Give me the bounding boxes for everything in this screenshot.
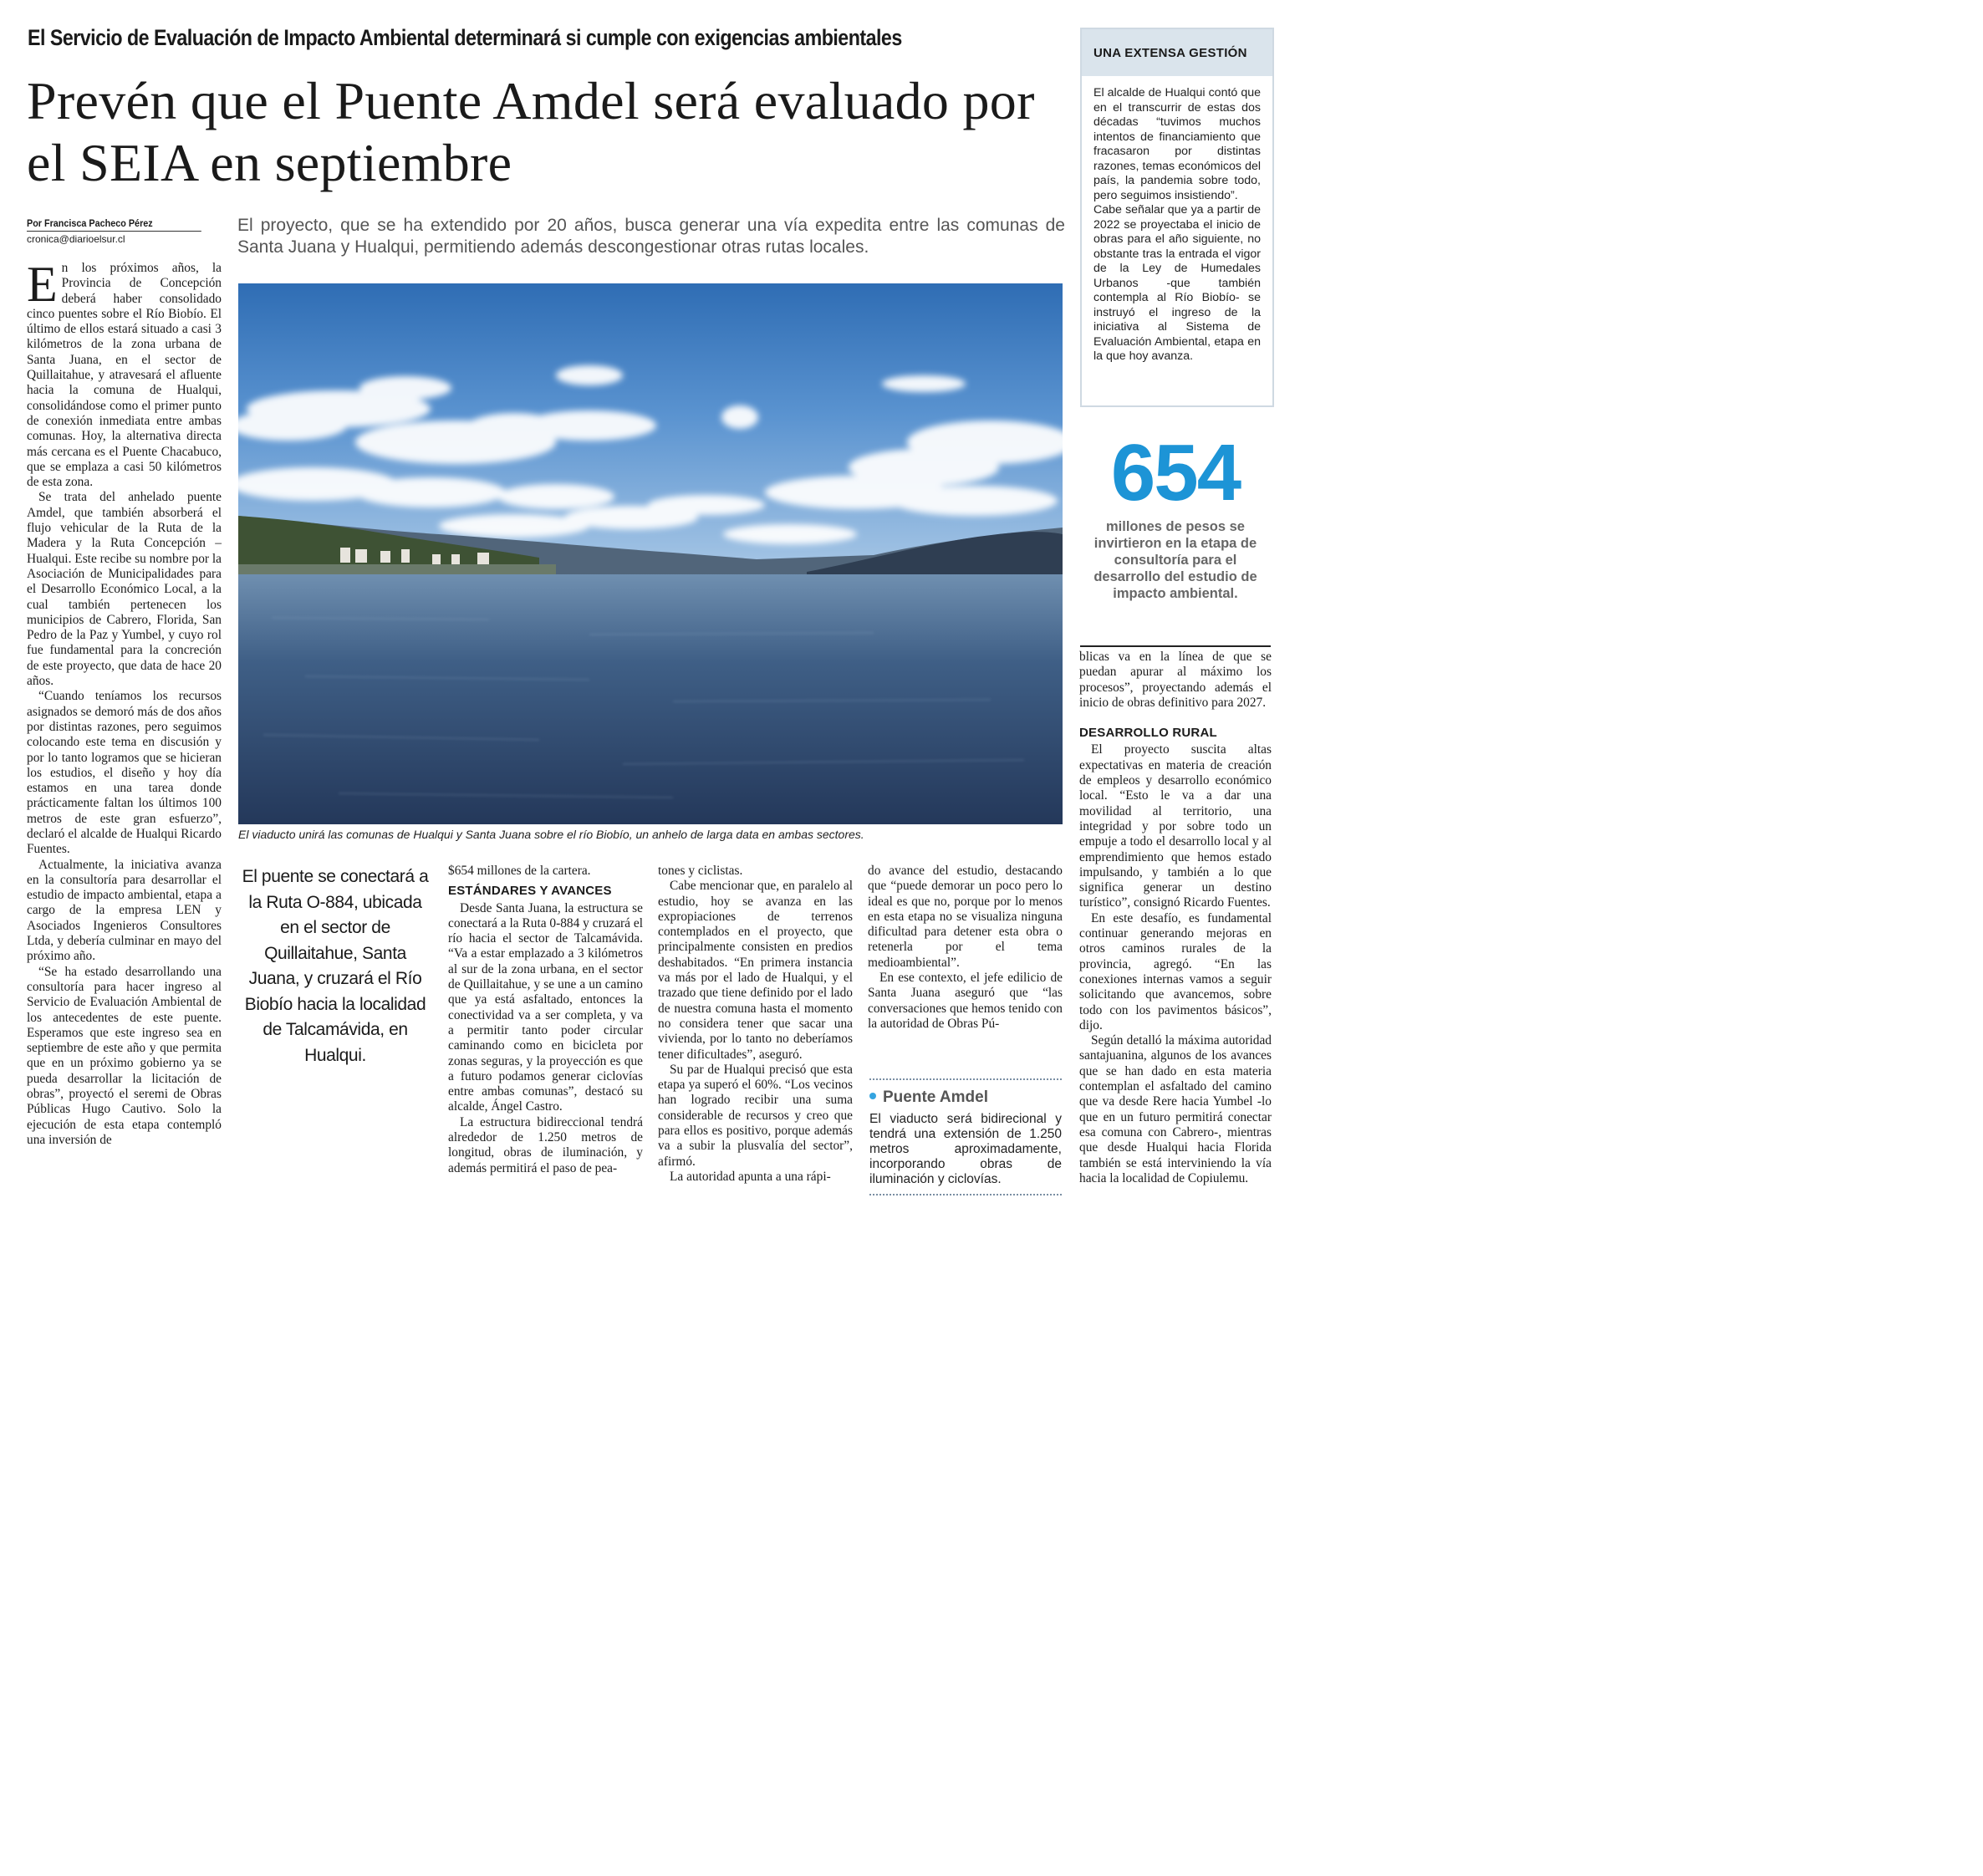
author-name: Por Francisca Pacheco Pérez xyxy=(27,216,201,232)
article-column-5 xyxy=(868,864,1063,1032)
paragraph: “Se ha estado desarrollando una consultoría para hacer ingreso al Servicio de Evaluación Ambiental de los antecedentes de este puente. Esperamos que este ingreso sea en septiembre de este año y que permita que en un próximo gobierno ya se pueda desarrollar la licitación de obras”, proyectó el seremi de Obras Públicas Hugo Cautivo. Solo la ejecución de esta etapa contempló una inversión de xyxy=(27,964,222,1147)
paragraph: Actualmente, la iniciativa avanza en la consultoría para desarrollar el estudio de impacto ambiental, etapa a cargo de la empresa LEN y Asociados Ingenieros Consultores Ltda, y debería culminar en mayo del próximo año. xyxy=(27,857,222,964)
paragraph: Cabe mencionar que, en paralelo al estudio, hoy se avanza en las expropiaciones de terrenos contemplados en el proyecto, que principalmente consisten en predios deshabitados. “En primera instancia va más por el lado de Hualqui, y el trazado que tiene definido por el lado de nuestra comuna hasta el momento no considera tener que sacar una vivienda, por lo tanto no deberíamos tener dificultades”, aseguró. xyxy=(658,879,853,1062)
pull-quote: El puente se conectará a la Ruta O-884, ubicada en el sector de Quillaitahue, Santa Juana, y cruzará el Río Biobío hacia la localidad de Talcamávida, en Hualqui. xyxy=(242,867,429,1065)
river-landscape-image xyxy=(238,283,1063,824)
stat-number: 654 xyxy=(1110,428,1241,517)
paragraph: En ese contexto, el jefe edilicio de Santa Juana aseguró que “las conversaciones que hemos tenido con la autoridad de Obras Pú- xyxy=(868,971,1063,1031)
paragraph: La autoridad apunta a una rápi- xyxy=(670,1169,831,1184)
fact-box xyxy=(869,1078,1062,1195)
article-column-6 xyxy=(1079,650,1272,1186)
fact-box-title: Puente Amdel xyxy=(869,1088,1062,1107)
kicker: El Servicio de Evaluación de Impacto Ambiental determinará si cumple con exigencias ambientales xyxy=(28,25,902,50)
sidebar-paragraph: Cabe señalar que ya a partir de 2022 se proyectaba el inicio de obras para el año siguiente, no obstante tras la entrada el vigor de la Ley de Humedales Urbanos -que también contempla al Río Biobío- se instruyó el ingreso de la iniciativa al Sistema de Evaluación Ambiental, etapa en la que hoy avanza. xyxy=(1093,203,1261,363)
headline: Prevén que el Puente Amdel será evaluado por el SEIA en septiembre xyxy=(27,71,1035,192)
deck: El proyecto, que se ha extendido por 20 años, busca generar una vía expedita entre las comunas de Santa Juana y Hualqui, permitiendo además descongestionar otras rutas locales. xyxy=(237,216,1065,257)
divider xyxy=(1080,645,1271,647)
bullet-dot-icon xyxy=(869,1093,876,1099)
article-column-4 xyxy=(658,864,853,1185)
paragraph: blicas va en la línea de que se puedan apurar al máximo los procesos”, proyectando además el inicio de obras definitivo para 2027. xyxy=(1079,650,1272,710)
dropcap: E xyxy=(27,257,58,312)
article-column-1 xyxy=(27,257,222,1148)
paragraph: Su par de Hualqui precisó que esta etapa ya superó el 60%. “Los vecinos han logrado recibir una suma considerable de recursos y creo que para ellos es positivo, porque además va a subir la plusvalía del sector”, afirmó. xyxy=(658,1062,853,1169)
stat-caption: millones de pesos se invirtieron en la etapa de consultoría para el desarrollo del estudio de impacto ambiental. xyxy=(1093,519,1257,601)
paragraph: Desde Santa Juana, la estructura se conectará a la Ruta 0-884 y cruzará el río hacia el sector de Talcamávida. “Va a estar emplazado a 3 kilómetros al sur de la zona urbana, en el sector de Quillaitahue, y se une a un camino que ya está asfaltado, entonces la conectividad va a ser completa, y va a permitir tanto poder circular caminando como en bicicleta por zonas seguras, y la proyección es que a futuro podamos generar ciclovías entre ambas comunas”, destacó su alcalde, Ángel Castro. xyxy=(448,900,643,1114)
paragraph: do avance del estudio, destacando que “puede demorar un poco pero lo ideal es que no, porque por lo menos en esta etapa no se visualiza ninguna dificultad para detener esta obra o retenerla por el tema medioambiental”. xyxy=(868,864,1063,970)
paragraph: Según detalló la máxima autoridad santajuanina, algunos de los avances que se han dado en esta materia contemplan el asfaltado del camino que va desde Rere hacia Yumbel -lo que en un futuro permitirá conectar esa comuna con Cabrero-, mientras que desde Hualqui hacia Florida también se está interviniendo la vía hacia la localidad de Copiulemu. xyxy=(1079,1033,1272,1185)
paragraph: El proyecto suscita altas expectativas en materia de creación de empleos y desarrollo económico local. “Esto le va a dar una movilidad al territorio, una integridad y por sobre todo un empuje a todo el desarrollo local y al emprendimiento que hemos estado impulsando, y también a lo que significa generar un destino turístico”, consignó Ricardo Fuentes. xyxy=(1079,742,1272,910)
photo-caption: El viaducto unirá las comunas de Hualqui y Santa Juana sobre el río Biobío, un anhelo de larga data en ambas sectores. xyxy=(238,828,864,841)
paragraph: Se trata del anhelado puente Amdel, que también absorberá el flujo vehicular de la Ruta de la Madera y la Ruta Concepción – Hualqui. Este recibe su nombre por la Asociación de Municipalidades para el Desarrollo Económico Local, a la cual también pertenecen los municipios de Cabrero, Florida, San Pedro de la Paz y Yumbel, y cuyo rol fue fundamental para la concreción de este proyecto, que data de hace 20 años. xyxy=(27,490,222,689)
paragraph: $654 millones de la cartera. xyxy=(448,864,591,878)
paragraph: La estructura bidireccional tendrá alrededor de 1.250 metros de longitud, obras de iluminación, y además permitirá el paso de pea- xyxy=(448,1114,643,1175)
sidebar-paragraph: El alcalde de Hualqui contó que en el transcurrir de estas dos décadas “tuvimos muchos intentos de financiamiento que fracasaron por distintas razones, temas económicos del país, la pandemia sobre todo, pero seguimos insistiendo”. xyxy=(1093,86,1261,202)
paragraph: tones y ciclistas. xyxy=(658,864,743,878)
subheading-rural: DESARROLLO RURAL xyxy=(1079,726,1217,741)
byline xyxy=(27,216,221,247)
sidebar-box xyxy=(1080,28,1274,407)
sidebar-text xyxy=(1093,86,1261,364)
newspaper-page xyxy=(0,0,1297,1229)
subheading-standards: ESTÁNDARES Y AVANCES xyxy=(448,884,612,899)
fact-box-text: El viaducto será bidirecional y tendrá una extensión de 1.250 metros aproximadamente, incorporando obras de iluminación y ciclovías. xyxy=(869,1112,1062,1186)
sidebar-title: UNA EXTENSA GESTIÓN xyxy=(1082,29,1272,76)
article-column-3 xyxy=(448,864,643,1176)
river-photo xyxy=(238,283,1063,824)
paragraph: “Cuando teníamos los recursos asignados se demoró más de dos años por distintas razones, pero seguimos colocando este tema en discusión y por lo tanto logramos que se hicieran los estudios, el diseño y hoy día estamos en una tarea donde prácticamente faltan los últimos 100 metros de este gran esfuerzo”, declaró el alcalde de Hualqui Ricardo Fuentes. xyxy=(27,689,222,857)
author-email[interactable]: cronica@diarioelsur.cl xyxy=(27,233,125,245)
paragraph: n los próximos años, la Provincia de Concepción deberá haber consolidado cinco puentes sobre el Río Biobío. El último de ellos estará situado a casi 3 kilómetros de la zona urbana de Santa Juana, en el sector de Quillaitahue, y atravesará el afluente hacia la comuna de Hualqui, consolidándose como el primer punto de conexión inmediata entre ambas comunas. Hoy, la alternativa directa más cercana es el Puente Chacabuco, que se emplaza a casi 50 kilómetros de esta zona. xyxy=(27,261,222,490)
paragraph: En este desafío, es fundamental continuar generando mejoras en otros caminos rurales de la provincia, agregó. “En las conexiones internas vamos a seguir solicitando que avancemos, sobre todo con los pavimentos básicos”, dijo. xyxy=(1079,910,1272,1032)
